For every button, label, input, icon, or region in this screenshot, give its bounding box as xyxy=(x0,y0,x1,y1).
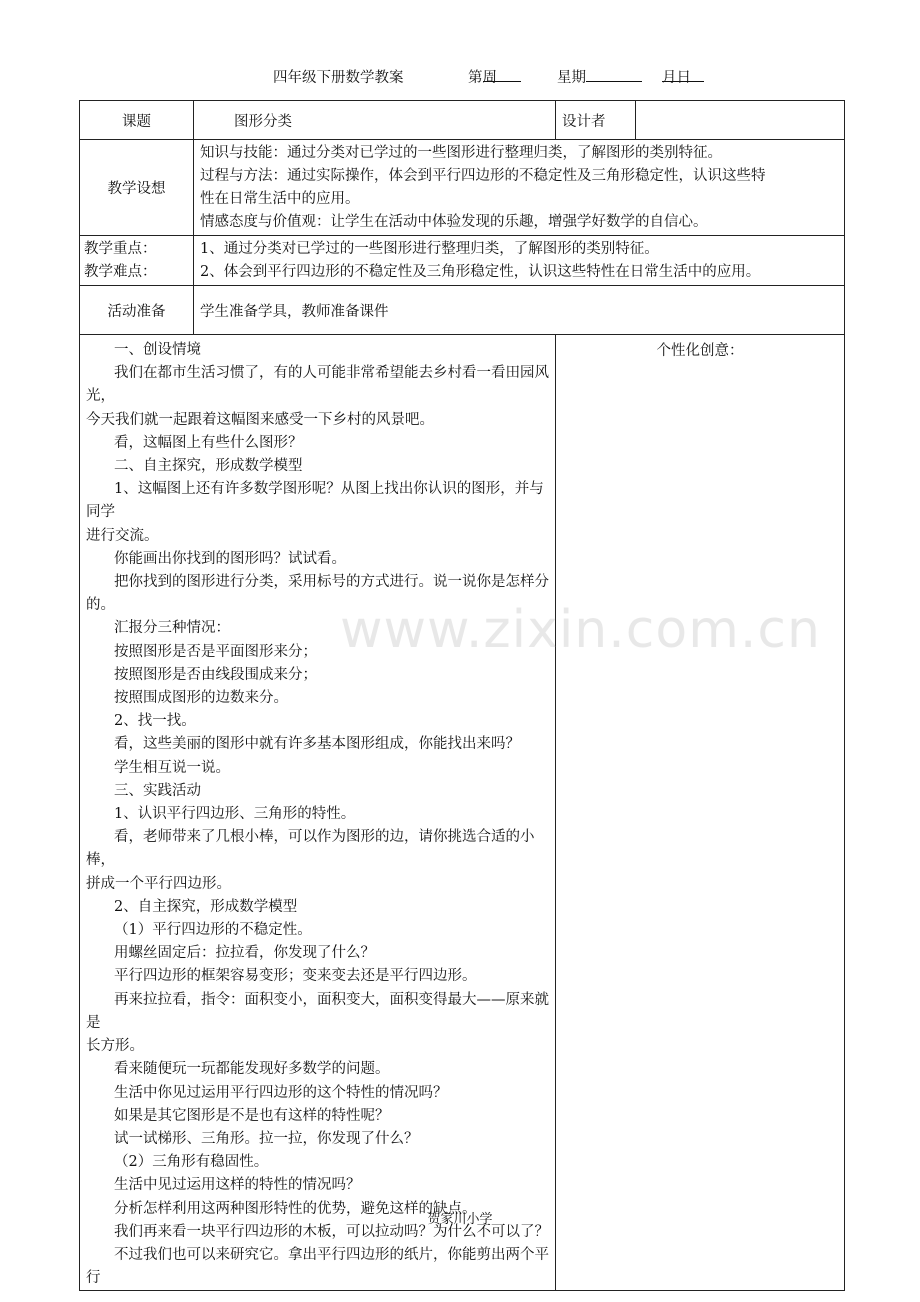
weekday-field: 星期 xyxy=(557,66,586,87)
process-line: 按照围成图形的边数来分。 xyxy=(114,690,288,707)
topic-row xyxy=(80,101,845,140)
process-line: 看来随便玩一玩都能发现好多数学的问题。 xyxy=(114,1061,390,1078)
key-difficulty-values xyxy=(194,236,845,286)
school-name: 贺家川小学 xyxy=(427,1212,493,1227)
personal-creativity-label: 个性化创意： xyxy=(656,343,744,359)
process-line: 进行交流。 xyxy=(86,527,159,544)
design-content xyxy=(194,140,845,236)
process-line: 如果是其它图形是不是也有这样的特性呢？ xyxy=(114,1107,390,1124)
process-line: 试一试梯形、三角形。拉一拉，你发现了什么？ xyxy=(114,1130,419,1147)
process-line: 看，这些美丽的图形中就有许多基本图形组成，你能找出来吗？ xyxy=(114,736,520,753)
page-header xyxy=(0,66,920,88)
key-value: 1、通过分类对已学过的一些图形进行整理归类，了解图形的类别特征。 xyxy=(200,241,659,257)
process-line: 你能画出你找到的图形吗？试试看。 xyxy=(114,550,346,567)
prep-label: 活动准备 xyxy=(80,286,194,335)
goal-knowledge: 知识与技能：通过分类对已学过的一些图形进行整理归类，了解图形的类别特征。 xyxy=(200,144,722,161)
process-line: 今天我们就一起跟着这幅图来感受一下乡村的风景吧。 xyxy=(86,411,434,428)
key-label: 教学重点： xyxy=(84,241,157,257)
prep-row xyxy=(80,286,845,335)
prep-value: 学生准备学具，教师准备课件 xyxy=(194,286,845,335)
process-line: 生活中见过运用这样的特性的情况吗？ xyxy=(114,1177,361,1194)
key-difficulty-labels xyxy=(80,236,194,286)
watermark: www.zixin.com.cn xyxy=(340,600,821,660)
process-line: （1）平行四边形的不稳定性。 xyxy=(114,922,312,939)
process-line: 1、认识平行四边形、三角形的特性。 xyxy=(114,806,356,823)
key-difficulty-row xyxy=(80,236,845,286)
process-line: 汇报分三种情况： xyxy=(114,620,230,637)
process-line: 我们在都市生活习惯了，有的人可能非常希望能去乡村看一看田园风光， xyxy=(86,365,549,405)
process-line: 2、找一找。 xyxy=(114,713,196,730)
goal-process-cont: 性在日常生活中的应用。 xyxy=(200,190,360,207)
process-line: 一、创设情境 xyxy=(114,342,201,358)
process-line: 我们再来看一块平行四边形的木板，可以拉动吗？为什么不可以了？ xyxy=(114,1223,549,1240)
process-line: 用螺丝固定后：拉拉看，你发现了什么？ xyxy=(114,945,375,962)
process-line: 把你找到的图形进行分类，采用标号的方式进行。说一说你是怎样分的。 xyxy=(86,574,549,614)
designer-value xyxy=(636,101,845,140)
lesson-plan-title: 四年级下册数学教案 xyxy=(273,70,404,86)
personal-creativity-cell xyxy=(556,335,845,1291)
process-line: 不过我们也可以来研究它。拿出平行四边形的纸片，你能剪出两个平行 xyxy=(86,1246,549,1287)
process-line: 再来拉拉看，指令：面积变小，面积变大，面积变得最大——原来就是 xyxy=(86,991,549,1031)
date-field: 月 日 xyxy=(662,66,691,87)
goal-process: 过程与方法：通过实际操作，体会到平行四边形的不稳定性及三角形稳定性，认识这些特 xyxy=(200,167,766,184)
process-line: 长方形。 xyxy=(86,1038,144,1055)
design-label: 教学设想 xyxy=(80,140,194,236)
topic-value: 图形分类 xyxy=(194,101,556,140)
difficulty-label: 教学难点： xyxy=(84,263,157,280)
process-line: 分析怎样利用这两种图形特性的优势，避免这样的缺点。 xyxy=(114,1200,477,1217)
process-line: 二、自主探究，形成数学模型 xyxy=(114,458,303,475)
process-line: 按照图形是否由线段围成来分； xyxy=(114,666,317,683)
goal-attitude: 情感态度与价值观：让学生在活动中体验发现的乐趣，增强学好数学的自信心。 xyxy=(200,213,708,230)
week-field: 第 周 xyxy=(468,66,497,87)
process-line: 生活中你见过运用平行四边形的这个特性的情况吗？ xyxy=(114,1084,448,1101)
process-line: （2）三角形有稳固性。 xyxy=(114,1154,269,1171)
designer-label: 设计者 xyxy=(556,101,636,140)
process-line: 1、这幅图上还有许多数学图形呢？从图上找出你认识的图形，并与同学 xyxy=(86,481,544,521)
process-line: 看，这幅图上有些什么图形？ xyxy=(114,434,303,451)
process-lines xyxy=(86,339,551,1290)
difficulty-value: 2、体会到平行四边形的不稳定性及三角形稳定性，认识这些特性在日常生活中的应用。 xyxy=(200,263,761,280)
teaching-process xyxy=(80,335,556,1291)
process-line: 按照图形是否是平面图形来分； xyxy=(114,643,317,660)
process-line: 2、自主探究，形成数学模型 xyxy=(114,898,298,915)
process-line: 拼成一个平行四边形。 xyxy=(86,875,231,892)
process-line: 学生相互说一说。 xyxy=(114,759,230,776)
process-line: 平行四边形的框架容易变形；变来变去还是平行四边形。 xyxy=(114,968,477,985)
process-row xyxy=(80,335,845,1291)
process-line: 看，老师带来了几根小棒，可以作为图形的边，请你挑选合适的小棒， xyxy=(86,829,535,869)
process-line: 三、实践活动 xyxy=(114,782,201,799)
lesson-plan-table xyxy=(79,100,845,1291)
design-row xyxy=(80,140,845,236)
topic-label: 课题 xyxy=(80,101,194,140)
